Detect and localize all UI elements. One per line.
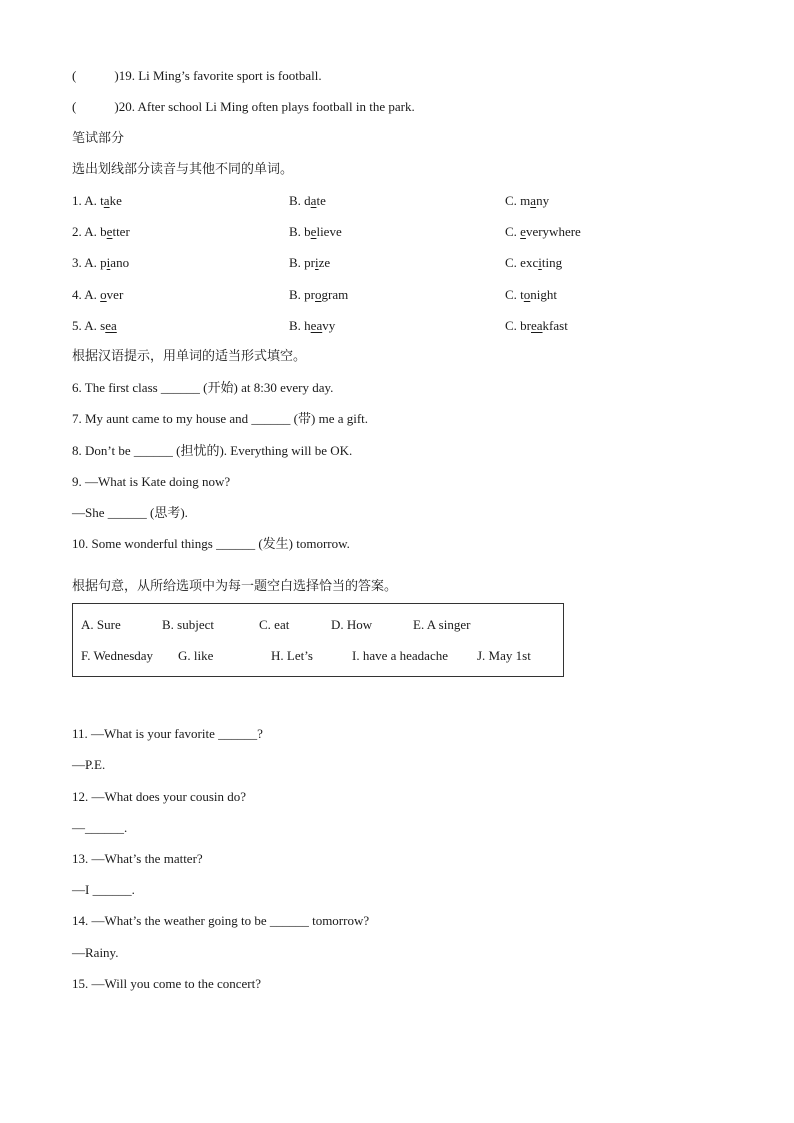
choice-prefix: 1. A. t (72, 193, 104, 208)
underlined-letters: a (103, 193, 110, 208)
choice-suffix: ting (541, 255, 563, 270)
choice-prefix: B. pr (289, 287, 315, 302)
choice-prefix: C. br (505, 318, 531, 333)
choice-prefix: 4. A. (72, 287, 101, 302)
question-20 (72, 98, 415, 116)
choice-prefix: C. m (505, 193, 531, 208)
underlined-letters: ea (531, 318, 543, 333)
choice-3-c (505, 254, 562, 272)
question-14-response: —Rainy. (72, 945, 119, 960)
choice-suffix: tter (112, 224, 130, 239)
choice-1-a (72, 192, 122, 210)
choice-prefix: C. exc (505, 255, 539, 270)
choice-prefix: 3. A. p (72, 255, 107, 270)
question-10: 10. Some wonderful things ______ (发生) tomorrow. (72, 536, 350, 551)
underlined-letters: i (106, 255, 111, 270)
question-20-text: 20. After school Li Ming often plays football in the park. (118, 99, 415, 114)
question-19 (72, 67, 322, 85)
choice-suffix: gram (321, 287, 349, 302)
option-b: B. subject (162, 617, 214, 632)
question-12-prompt: 12. —What does your cousin do? (72, 789, 247, 804)
choice-3-b (289, 254, 330, 272)
question-7: 7. My aunt came to my house and ______ (带) me a gift. (72, 411, 369, 426)
underlined-letters: ea (105, 318, 117, 333)
section1-instruction: 选出划线部分读音与其他不同的单词。 (72, 162, 294, 177)
choice-prefix: B. h (289, 318, 311, 333)
choice-suffix: te (316, 193, 326, 208)
choice-3-a (72, 254, 129, 272)
question-14-prompt: 14. —What’s the weather going to be ______ tomorrow? (72, 913, 370, 928)
choice-prefix: 2. A. b (72, 224, 107, 239)
choice-prefix: B. d (289, 193, 311, 208)
choice-4-c (505, 286, 557, 304)
choice-prefix: C. t (505, 287, 524, 302)
answer-paren-close: ) (114, 68, 119, 83)
question-15-prompt: 15. —Will you come to the concert? (72, 976, 262, 991)
question-13-prompt: 13. —What’s the matter? (72, 851, 203, 866)
choice-1-b (289, 192, 326, 210)
option-f: F. Wednesday (81, 648, 154, 663)
choice-2-b (289, 223, 342, 241)
choice-suffix: ze (318, 255, 331, 270)
choice-5-a (72, 317, 117, 335)
answer-paren-open[interactable]: ( (72, 68, 77, 83)
choice-5-c (505, 317, 568, 335)
underlined-letters: i (315, 255, 319, 270)
choice-5-b (289, 317, 335, 335)
choice-2-c (505, 223, 581, 241)
question-8: 8. Don’t be ______ (担忧的). Everything will be OK. (72, 443, 353, 458)
question-6: 6. The first class ______ (开始) at 8:30 every day. (72, 380, 334, 395)
choice-suffix: night (530, 287, 558, 302)
section2-instruction: 根据汉语提示，用单词的适当形式填空。 (72, 349, 307, 364)
underlined-letters: a (310, 193, 317, 208)
question-11-prompt: 11. —What is your favorite ______? (72, 726, 263, 741)
option-e: E. A singer (413, 617, 471, 632)
written-section-heading: 笔试部分 (72, 131, 125, 146)
choice-suffix: verywhere (525, 224, 581, 239)
choice-prefix: B. b (289, 224, 311, 239)
question-12-response: —______. (72, 820, 128, 835)
choice-suffix: ano (110, 255, 130, 270)
question-11-response: —P.E. (72, 757, 106, 772)
option-g: G. like (178, 648, 214, 663)
underlined-letters: o (315, 287, 322, 302)
option-a: A. Sure (81, 617, 121, 632)
choice-4-a (72, 286, 123, 304)
answer-paren-close: ) (114, 99, 119, 114)
underlined-letters: ea (310, 318, 323, 333)
choice-suffix: ke (109, 193, 122, 208)
choice-suffix: lieve (316, 224, 342, 239)
underlined-letters: o (523, 287, 531, 302)
choice-4-b (289, 286, 348, 304)
question-13-response: —I ______. (72, 882, 135, 897)
choice-prefix: 5. A. s (72, 318, 106, 333)
choice-suffix: ver (106, 287, 124, 302)
question-9-response: —She ______ (思考). (72, 505, 188, 520)
underlined-letters: o (100, 287, 107, 302)
options-box (72, 603, 564, 677)
choice-1-c (505, 192, 549, 210)
choice-prefix: B. pr (289, 255, 315, 270)
question-19-text: 19. Li Ming’s favorite sport is football. (118, 68, 322, 83)
choice-prefix: C. (505, 224, 521, 239)
underlined-letters: e (106, 224, 113, 239)
option-d: D. How (331, 617, 373, 632)
option-c: C. eat (259, 617, 290, 632)
answer-paren-open[interactable]: ( (72, 99, 77, 114)
option-h: H. Let’s (271, 648, 313, 663)
choice-suffix: kfast (542, 318, 568, 333)
underlined-letters: a (530, 193, 537, 208)
underlined-letters: e (310, 224, 317, 239)
underlined-letters: e (520, 224, 526, 239)
section3-instruction: 根据句意，从所给选项中为每一题空白选择恰当的答案。 (72, 579, 398, 594)
option-i: I. have a headache (352, 648, 448, 663)
underlined-letters: i (538, 255, 542, 270)
choice-suffix: vy (322, 318, 336, 333)
option-j: J. May 1st (477, 648, 531, 663)
choice-2-a (72, 223, 130, 241)
question-9-prompt: 9. —What is Kate doing now? (72, 474, 231, 489)
choice-suffix: ny (536, 193, 550, 208)
